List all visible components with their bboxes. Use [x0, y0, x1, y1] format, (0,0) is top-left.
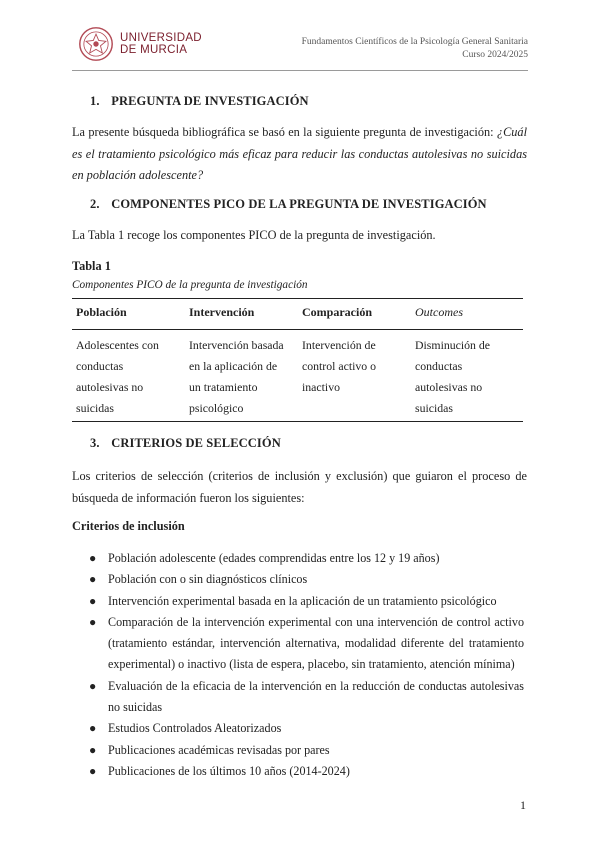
list-item-text: Publicaciones académicas revisadas por pares	[108, 742, 330, 757]
bullet-icon: ●	[89, 593, 97, 608]
cell-line: Disminución de	[415, 338, 491, 352]
section3-paragraph: Los criterios de selección (criterios de inclusión y exclusión) que guiaron el proceso de búsqueda de información fueron los siguientes:	[72, 469, 527, 505]
list-item-text: Población adolescente (edades comprendidas entre los 12 y 19 años)	[108, 551, 440, 565]
university-name	[120, 32, 202, 56]
bullet-icon: ●	[89, 678, 97, 693]
list-item	[88, 761, 524, 782]
cell-comparacion	[298, 335, 411, 421]
cell-line: suicidas	[76, 401, 115, 415]
bullet-icon: ●	[89, 742, 97, 757]
pico-table	[72, 298, 523, 422]
table-header-row	[72, 299, 523, 330]
cell-poblacion	[72, 335, 185, 421]
university-name-line2: DE MURCIA	[120, 44, 188, 56]
section2-number: 2.	[90, 197, 100, 211]
research-question: ¿Cuál es el tratamiento psicológico más eficaz para reducir las conductas autolesivas no suicidas en población adolescente?	[72, 125, 527, 182]
list-item	[88, 569, 524, 590]
table-row	[72, 330, 523, 421]
page-number: 1	[520, 798, 526, 812]
list-item-text: Publicaciones de los últimos 10 años (2014-2024)	[108, 763, 350, 778]
cell-line: autolesivas no	[415, 380, 483, 394]
cell-line: autolesivas no	[76, 380, 144, 394]
section2-heading	[90, 197, 487, 212]
header-intervencion: Intervención	[189, 305, 255, 319]
list-item	[88, 676, 524, 719]
section3-title: CRITERIOS DE SELECCIÓN	[111, 436, 281, 450]
section1-paragraph	[72, 122, 527, 187]
list-item	[88, 548, 524, 569]
section1-number: 1.	[90, 94, 100, 108]
university-name-line1: UNIVERSIDAD	[120, 32, 202, 44]
list-item-text: Intervención experimental basada en la aplicación de un tratamiento psicológico	[108, 593, 497, 608]
cell-outcomes	[411, 335, 523, 421]
bullet-icon: ●	[89, 763, 97, 778]
cell-intervencion	[185, 335, 298, 421]
list-item	[88, 740, 524, 761]
cell-line: conductas	[415, 359, 463, 373]
cell-line: un tratamiento	[189, 380, 258, 394]
course-year: Curso 2024/2025	[462, 50, 528, 60]
cell-line: psicológico	[189, 401, 244, 415]
section2-title: COMPONENTES PICO DE LA PREGUNTA DE INVESTIGACIÓN	[111, 197, 487, 211]
university-logo	[78, 26, 202, 62]
list-item-text: Estudios Controlados Aleatorizados	[108, 721, 282, 736]
table-caption: Componentes PICO de la pregunta de investigación	[72, 279, 308, 291]
header-poblacion: Población	[76, 305, 127, 319]
bullet-icon: ●	[89, 551, 97, 565]
list-item-text: Evaluación de la eficacia de la intervención en la reducción de conductas autolesivas no suicidas	[108, 678, 524, 715]
university-seal-icon	[78, 26, 114, 62]
header-comparacion: Comparación	[302, 305, 372, 319]
cell-line: conductas	[76, 359, 124, 373]
bullet-icon: ●	[89, 572, 97, 587]
header-outcomes: Outcomes	[415, 305, 463, 319]
course-info	[302, 36, 528, 62]
section1-heading	[90, 94, 309, 109]
table-label: Tabla 1	[72, 259, 111, 273]
list-item	[88, 591, 524, 612]
cell-line: control activo o	[302, 359, 377, 373]
section1-title: PREGUNTA DE INVESTIGACIÓN	[111, 94, 309, 108]
inclusion-criteria-list	[88, 548, 524, 782]
bullet-icon: ●	[89, 721, 97, 736]
cell-line: en la aplicación de	[189, 359, 278, 373]
header-divider	[72, 70, 528, 71]
cell-line: Intervención basada	[189, 338, 284, 352]
section3-heading	[90, 436, 281, 451]
section1-intro: La presente búsqueda bibliográfica se basó en la siguiente pregunta de investigación:	[72, 125, 497, 139]
cell-line: suicidas	[415, 401, 454, 415]
list-item-text: Población con o sin diagnósticos clínicos	[108, 572, 308, 587]
section3-number: 3.	[90, 436, 100, 450]
section2-paragraph: La Tabla 1 recoge los componentes PICO de la pregunta de investigación.	[72, 228, 436, 242]
inclusion-criteria-heading: Criterios de inclusión	[72, 519, 185, 533]
list-item-text: Comparación de la intervención experimental con una intervención de control activo (tratamiento estándar, intervención alternativa, modalidad diferente del tratamiento experimental) o inactivo (lista de espera, placebo, sin tratamiento, atención mínima)	[108, 614, 524, 672]
cell-line: Adolescentes con	[76, 338, 159, 352]
course-title: Fundamentos Científicos de la Psicología General Sanitaria	[301, 37, 528, 47]
cell-line: inactivo	[302, 380, 341, 394]
list-item	[88, 612, 524, 676]
bullet-icon: ●	[89, 614, 97, 629]
cell-line: Intervención de	[302, 338, 376, 352]
page-header	[72, 26, 528, 68]
list-item	[88, 718, 524, 739]
